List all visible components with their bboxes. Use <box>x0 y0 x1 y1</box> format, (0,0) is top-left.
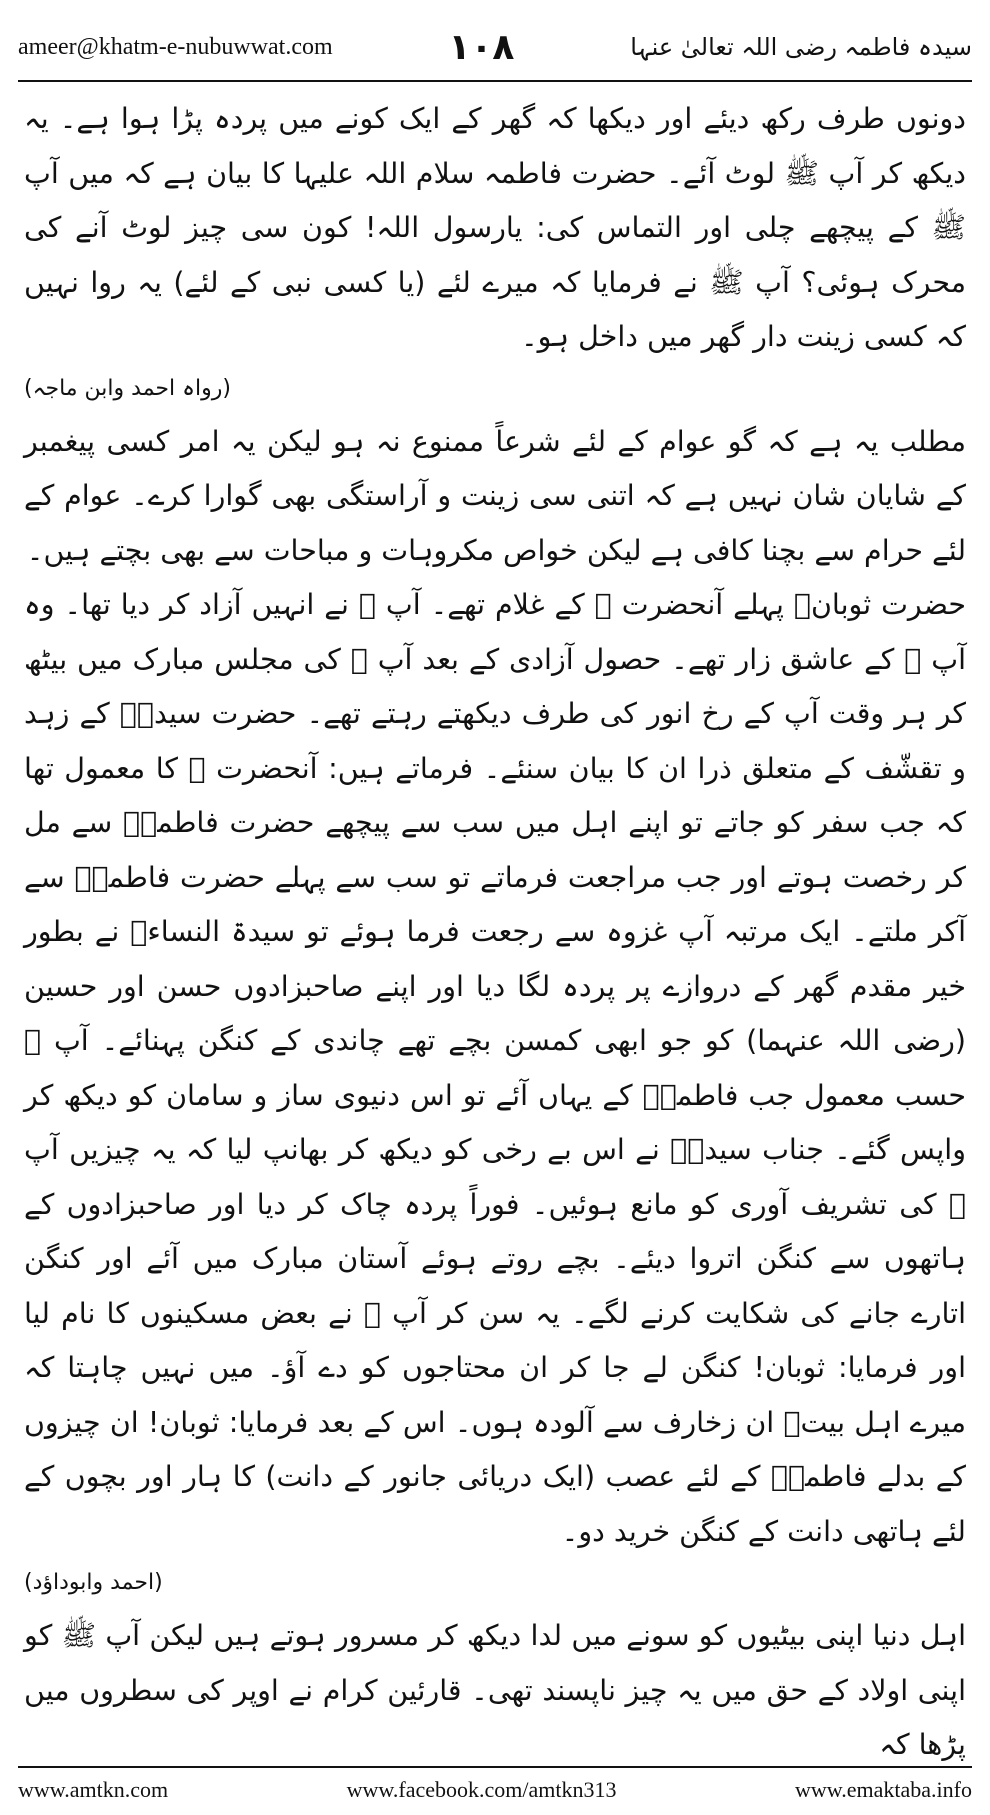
footer-url-emaktaba[interactable]: www.emaktaba.info <box>795 1777 972 1802</box>
paragraph: دونوں طرف رکھ دیئے اور دیکھا کہ گھر کے ایک کونے میں پردہ پڑا ہوا ہے۔ یہ دیکھ کر آپ ﷺ لوٹ آئے۔ حضرت فاطمہ سلام اللہ علیہا کا بیان ہے کہ میں آپ ﷺ کے پیچھے چلی اور التماس کی: یارسول اللہ! کون سی چیز لوٹ آنے کی محرک ہوئی؟ آپ ﷺ نے فرمایا کہ میرے لئے (یا کسی نبی کے لئے) یہ روا نہیں کہ کسی زینت دار گھر میں داخل ہو۔ <box>24 102 966 353</box>
page-number: ۱۰۸ <box>448 26 515 68</box>
paragraph: مطلب یہ ہے کہ گو عوام کے لئے شرعاً ممنوع نہ ہو لیکن یہ امر کسی پیغمبر کے شایان شان نہیں ہے کہ اتنی سی زینت و آراستگی بھی گوارا کرے۔ عوام کے لئے حرام سے بچنا کافی ہے لیکن خواص مکروہات و مباحات سے بھی بچتے ہیں۔ <box>24 424 966 567</box>
page-body <box>24 92 966 1761</box>
reference-note <box>24 1563 966 1603</box>
header-rule <box>18 80 972 82</box>
header-email: ameer@khatm-e-nubuwwat.com <box>18 33 333 60</box>
paragraph: حضرت ثوبانؓ پہلے آنحضرت ﷺ کے غلام تھے۔ آپ ﷺ نے انہیں آزاد کر دیا تھا۔ وہ آپ ﷺ کے عاشق زار تھے۔ حصول آزادی کے بعد آپ ﷺ کی مجلس مبارک میں بیٹھ کر ہر وقت آپ کے رخ انور کی طرف دیکھتے رہتے تھے۔ حضرت سیدہؓ کے زہد و تقشّف کے متعلق ذرا ان کا بیان سنئے۔ فرماتے ہیں: آنحضرت ﷺ کا معمول تھا کہ جب سفر کو جاتے تو اپنے اہل میں سب سے پیچھے حضرت فاطمہؓ سے مل کر رخصت ہوتے اور جب مراجعت فرماتے تو سب سے پہلے حضرت فاطمہؓ سے آکر ملتے۔ ایک مرتبہ آپ غزوہ سے رجعت فرما ہوئے تو سیدۃ النساءؓ نے بطور خیر مقدم گھر کے دروازے پر پردہ لگا دیا اور اپنے صاحبزادوں حسن اور حسین (رضی اللہ عنہما) کو جو ابھی کمسن بچے تھے چاندی کے کنگن پہنائے۔ آپ ﷺ حسب معمول جب فاطمہؓ کے یہاں آئے تو اس دنیوی ساز و سامان کو دیکھ کر واپس گئے۔ جناب سیدہؓ نے اس بے رخی کو دیکھ کر بھانپ لیا کہ یہ چیزیں آپ ﷺ کی تشریف آوری کو مانع ہوئیں۔ فوراً پردہ چاک کر دیا اور صاحبزادوں کے ہاتھوں سے کنگن اتروا دیئے۔ بچے روتے ہوئے آستان مبارک میں آئے اور کنگن اتارے جانے کی شکایت کرنے لگے۔ یہ سن کر آپ ﷺ نے بعض مسکینوں کا نام لیا اور فرمایا: ثوبان! کنگن لے جا کر ان محتاجوں کو دے آؤ۔ میں نہیں چاہتا کہ میرے اہل بیتؓ ان زخارف سے آلودہ ہوں۔ اس کے بعد فرمایا: ثوبان! ان چیزوں کے بدلے فاطمہؓ کے لئے عصب (ایک دریائی جانور کے دانت) کا ہار اور بچوں کے لئے ہاتھی دانت کے کنگن خرید دو۔ <box>24 588 966 1548</box>
footer-url-amtkn[interactable]: www.amtkn.com <box>18 1777 169 1802</box>
paragraph: اہل دنیا اپنی بیٹیوں کو سونے میں لدا دیکھ کر مسرور ہوتے ہیں لیکن آپ ﷺ کو اپنی اولاد کے حق میں یہ چیز ناپسند تھی۔ قارئین کرام نے اوپر کی سطروں میں پڑھا کہ <box>24 1619 966 1761</box>
reference-note <box>24 369 966 409</box>
footer-url-facebook[interactable]: www.facebook.com/amtkn313 <box>346 1777 617 1802</box>
reference-text: (رواہ احمد وابن ماجہ) <box>24 375 231 401</box>
reference-text: (احمد وابوداؤد) <box>24 1570 163 1595</box>
footer-rule <box>18 1766 972 1768</box>
page-footer <box>18 1772 972 1808</box>
page-header <box>18 18 972 76</box>
header-title: سیدہ فاطمہ رضی اللہ تعالیٰ عنہا <box>630 33 972 61</box>
